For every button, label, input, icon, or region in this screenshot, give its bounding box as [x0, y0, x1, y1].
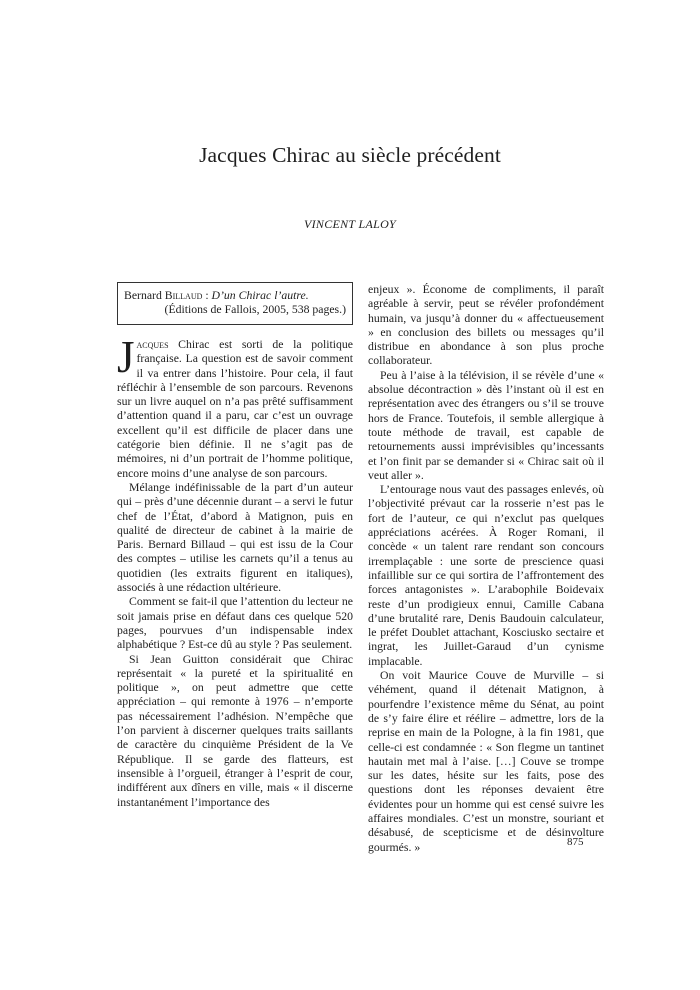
right-column — [368, 283, 604, 855]
reference-author-first: Bernard — [124, 289, 162, 302]
page-number: 875 — [567, 836, 584, 848]
reference-line-1 — [124, 289, 346, 303]
paragraph-1 — [117, 332, 353, 481]
paragraph-8: On voit Maurice Couve de Murville – si véhément, quand il détenait Matignon, à pourfendre l’existence même du Sénat, au point de s’y faire élire et réélire – admettre, lors de la reprise en main de la Pologne, à la fin 1981, que celle-ci est condamnée : « Son flegme un tantinet hautain met mal à l’aise. […] Couve se trompe sur les dates, hésite sur les faits, pose des questions dont les réponses devaient être évidentes pour un homme qui est censé suivre les affaires mondiales. C’est un monstre, souriant et désabusé, de scepticisme et de désinvolture gourmés. » — [368, 669, 604, 854]
paragraph-5: enjeux ». Économe de compliments, il paraît agréable à servir, peut se révéler profondément humain, va jusqu’à donner du « affectueusement » en conclusion des billets ou messages qu’il distribue en abondance à son plus proche collaborateur. — [368, 283, 604, 368]
paragraph-7: L’entourage nous vaut des passages enlevés, où l’objectivité prévaut car la rosserie n’est pas le fort de l’auteur, ce qui n’exclut pas quelques appréciations acérées. À Roger Romani, il concède « un talent rare rendant son concours irremplaçable : une sorte de prescience quasi infaillible sur ce qui sortira de l’affrontement des forces antagonistes ». L’arabophile Boidevaix reste d’un prodigieux ennui, Camille Cabana d’une brutalité rare, Denis Baudouin calculateur, le préfet Doublet attachant, Kosciusko sectaire et ingrat, les Juillet-Garaud d’un cynisme implacable. — [368, 483, 604, 668]
reference-publisher: (Éditions de Fallois, 2005, 538 pages.) — [164, 303, 346, 316]
paragraph-1-text: Chirac est sorti de la politique française. La question est de savoir comment il va entrer dans l’histoire. Pour cela, il faut réfléchir à l’ensemble de son parcours. Revenons sur un livre auquel on n’a pas prêté suffisamment d’attention quand il a paru, car c’est un ouvrage excellent qu’il est difficile de placer dans une catégorie bien définie. Il ne s’agit pas de mémoires, ni d’un portrait de l’homme politique, encore moins d’une analyse de son parcours. — [117, 338, 353, 480]
book-reference-box — [117, 282, 353, 325]
opening-word: acques — [136, 338, 169, 351]
reference-book-title: D’un Chirac l’autre. — [211, 289, 309, 302]
article-title: Jacques Chirac au siècle précédent — [199, 143, 501, 167]
paragraph-2: Mélange indéfinissable de la part d’un auteur qui – près d’une décennie durant – a servi le futur chef de l’État, d’abord à Matignon, puis en qualité de directeur de cabinet à la mairie de Paris. Bernard Billaud – qui est issu de la Cour des comptes – utilise les carnets qu’il a tenus au quotidien (les extraits figurent en italiques), associés à une rédaction ultérieure. — [117, 480, 353, 595]
paragraph-3: Comment se fait-il que l’attention du lecteur ne soit jamais prise en défaut dans ces quelque 520 pages, pourvues d’un indispensable index alphabétique ? Est-ce dû au style ? Pas seulement. — [117, 595, 353, 652]
left-column — [117, 282, 353, 810]
drop-cap: J — [117, 332, 135, 382]
paragraph-4: Si Jean Guitton considérait que Chirac représentait « la pureté et la spiritualité en politique », on peut admettre que cette appréciation – qui remonte à 1976 – n’emporte pas nécessairement l’adhésion. N’empêche que l’on parvient à discerner quelques traits saillants de caractère du cinquième Président de la Ve République. Il se garde des flatteurs, est insensible à l’orgueil, étranger à l’esprit de cour, indifférent aux dîners en ville, mais « il discerne instantanément l’importance des — [117, 652, 353, 809]
author-name: VINCENT LALOY — [303, 217, 397, 231]
paragraph-6: Peu à l’aise à la télévision, il se révèle d’une « absolue décontraction » dès l’instant où il est en représentation avec des étrangers ou s’il se trouve hors de France. Toutefois, il semble allergique à toute méthode de travail, est capable de retournements aussi imprévisibles qu’incessants et l’on finit par se demander si « Chirac sait où il veut aller ». — [368, 368, 604, 482]
reference-author-last: Billaud — [164, 289, 203, 302]
reference-colon: : — [202, 289, 212, 302]
